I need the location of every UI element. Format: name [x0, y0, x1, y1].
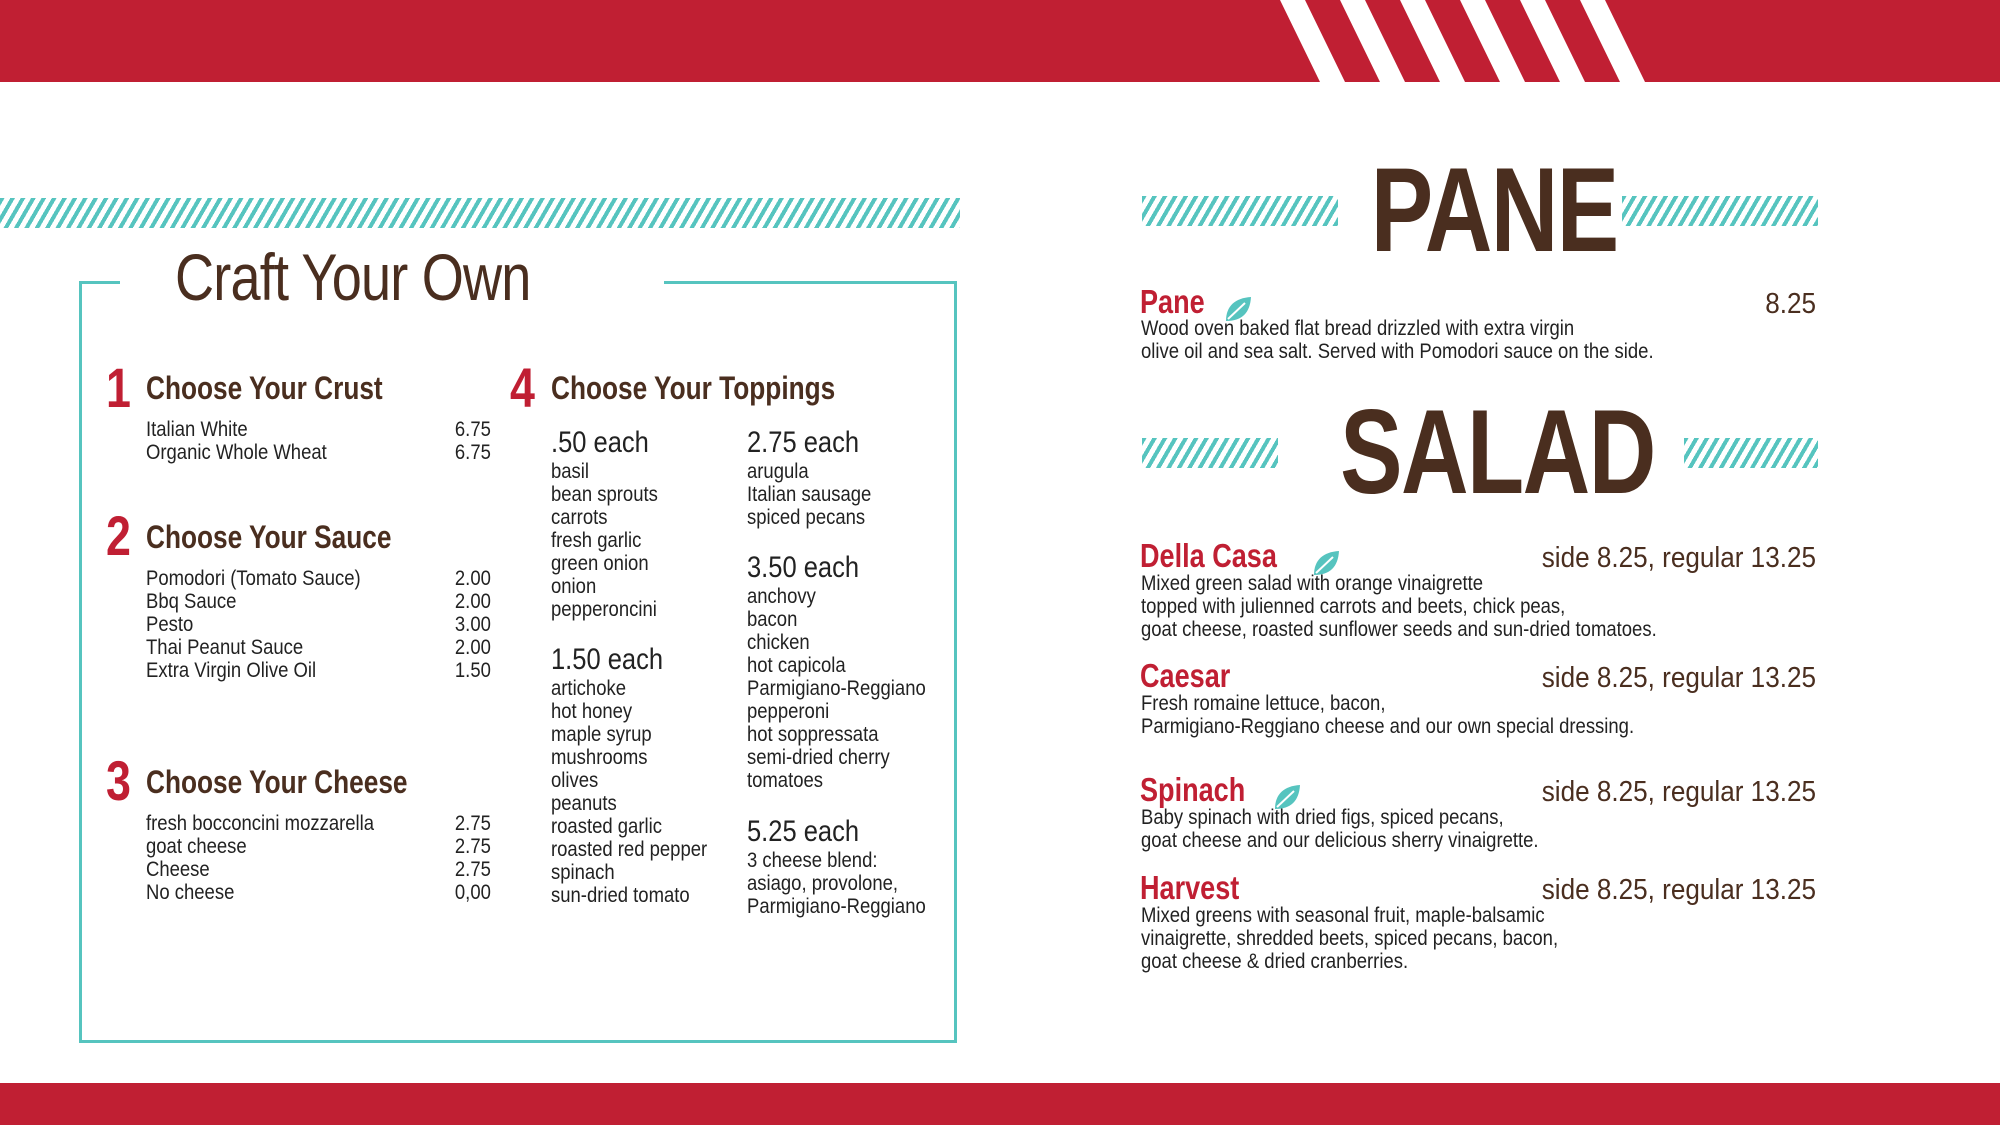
toppings-group — [747, 815, 950, 918]
cheese-list — [146, 812, 491, 904]
pane-heading: PANE — [1370, 143, 1618, 277]
dish-name: Della Casa — [1140, 537, 1277, 574]
list-item: spiced pecans — [747, 506, 866, 529]
list-item: bacon — [747, 608, 798, 631]
toppings-group — [747, 551, 950, 792]
salad-heading: SALAD — [1340, 385, 1655, 519]
list-item: peanuts — [551, 792, 617, 815]
list-item: basil — [551, 460, 590, 483]
list-item: semi-dried cherry — [747, 746, 890, 769]
salad-hatch-right — [1684, 438, 1818, 468]
list-item: pepperoncini — [551, 598, 657, 621]
step-title-crust: Choose Your Crust — [146, 370, 383, 406]
pane-hatch-left — [1142, 196, 1338, 226]
toppings-group — [747, 426, 888, 529]
toppings-list — [747, 585, 950, 792]
list-item: spinach — [551, 861, 615, 884]
list-item: Parmigiano-Reggiano — [747, 895, 926, 918]
salad-heading-wrap — [1300, 385, 1665, 519]
step-number-sauce: 2 — [106, 504, 131, 567]
list-item: fresh garlic — [551, 529, 642, 552]
list-item: green onion — [551, 552, 649, 575]
dish-name: Caesar — [1140, 657, 1231, 694]
list-item: asiago, provolone, — [747, 872, 899, 895]
craft-title-wrap — [120, 232, 664, 322]
dish-description: Mixed green salad with orange vinaigrette topped with julienned carrots and beets, chick peas, goat cheese, roasted sunflower seeds and sun-dried tomatoes. — [1141, 572, 1657, 641]
list-item: No cheese 0,00 — [146, 881, 491, 904]
list-item: fresh bocconcini mozzarella 2.75 — [146, 812, 491, 835]
list-item: Pomodori (Tomato Sauce) 2.00 — [146, 567, 491, 590]
list-item: anchovy — [747, 585, 816, 608]
list-item: pepperoni — [747, 700, 830, 723]
sauce-list — [146, 567, 491, 682]
dish-name: Pane — [1140, 283, 1205, 320]
toppings-list — [747, 849, 950, 918]
toppings-list — [551, 460, 672, 621]
dish-price: side 8.25, regular 13.25 — [1541, 874, 1816, 906]
list-item: mushrooms — [551, 746, 648, 769]
list-item: Thai Peanut Sauce 2.00 — [146, 636, 491, 659]
list-item: Parmigiano-Reggiano — [747, 677, 926, 700]
toppings-list — [747, 460, 888, 529]
dish-price: 8.25 — [1765, 288, 1816, 320]
list-item: 3 cheese blend: — [747, 849, 878, 872]
list-item: hot honey — [551, 700, 633, 723]
toppings-group-heading: 3.50 each — [747, 551, 860, 584]
list-item: arugula — [747, 460, 809, 483]
step-number-crust: 1 — [106, 356, 131, 419]
dish-name: Spinach — [1140, 771, 1246, 808]
dish-price: side 8.25, regular 13.25 — [1541, 542, 1816, 574]
toppings-group-heading: 2.75 each — [747, 426, 860, 459]
step-title-cheese: Choose Your Cheese — [146, 764, 408, 800]
dish-name: Harvest — [1140, 869, 1240, 906]
toppings-group-heading: .50 each — [551, 426, 649, 459]
pane-hatch-right — [1622, 196, 1818, 226]
toppings-group-heading: 1.50 each — [551, 643, 664, 676]
list-item: Italian White 6.75 — [146, 418, 491, 441]
toppings-list — [551, 677, 728, 907]
list-item: carrots — [551, 506, 608, 529]
dish-description: Baby spinach with dried figs, spiced pecans, goat cheese and our delicious sherry vinaigrette. — [1141, 806, 1539, 852]
top-banner-stripes — [1280, 0, 2000, 82]
step-number-toppings: 4 — [510, 356, 535, 419]
craft-hatch-decoration — [0, 198, 960, 228]
toppings-group-heading: 5.25 each — [747, 815, 860, 848]
list-item: hot capicola — [747, 654, 846, 677]
list-item: Italian sausage — [747, 483, 872, 506]
dish-description: Wood oven baked flat bread drizzled with extra virgin olive oil and sea salt. Served with Pomodori sauce on the side. — [1141, 317, 1654, 363]
list-item: olives — [551, 769, 599, 792]
list-item: Bbq Sauce 2.00 — [146, 590, 491, 613]
list-item: tomatoes — [747, 769, 824, 792]
dish-price: side 8.25, regular 13.25 — [1541, 776, 1816, 808]
step-title-sauce: Choose Your Sauce — [146, 519, 392, 555]
list-item: chicken — [747, 631, 810, 654]
list-item: Pesto 3.00 — [146, 613, 491, 636]
step-title-toppings: Choose Your Toppings — [551, 370, 836, 406]
bottom-banner — [0, 1083, 2000, 1125]
pane-heading-wrap — [1340, 143, 1620, 277]
list-item: bean sprouts — [551, 483, 658, 506]
salad-hatch-left — [1142, 438, 1278, 468]
list-item: onion — [551, 575, 597, 598]
crust-list — [146, 418, 491, 464]
list-item: artichoke — [551, 677, 626, 700]
menu-item-harvest — [1140, 870, 1261, 906]
list-item: goat cheese 2.75 — [146, 835, 491, 858]
list-item: hot soppressata — [747, 723, 879, 746]
dish-price: side 8.25, regular 13.25 — [1541, 662, 1816, 694]
list-item: sun-dried tomato — [551, 884, 690, 907]
list-item: roasted red pepper — [551, 838, 708, 861]
craft-title: Craft Your Own — [175, 240, 531, 314]
list-item: Organic Whole Wheat 6.75 — [146, 441, 491, 464]
toppings-group — [551, 426, 672, 621]
dish-description: Fresh romaine lettuce, bacon, Parmigiano-Reggiano cheese and our own special dressing. — [1141, 692, 1635, 738]
toppings-group — [551, 643, 728, 907]
list-item: maple syrup — [551, 723, 652, 746]
list-item: Cheese 2.75 — [146, 858, 491, 881]
list-item: Extra Virgin Olive Oil 1.50 — [146, 659, 491, 682]
dish-description: Mixed greens with seasonal fruit, maple-balsamic vinaigrette, shredded beets, spiced pecans, bacon, goat cheese & dried cranberries. — [1141, 904, 1559, 973]
step-number-cheese: 3 — [106, 749, 131, 812]
menu-item-caesar — [1140, 658, 1250, 694]
list-item: roasted garlic — [551, 815, 662, 838]
